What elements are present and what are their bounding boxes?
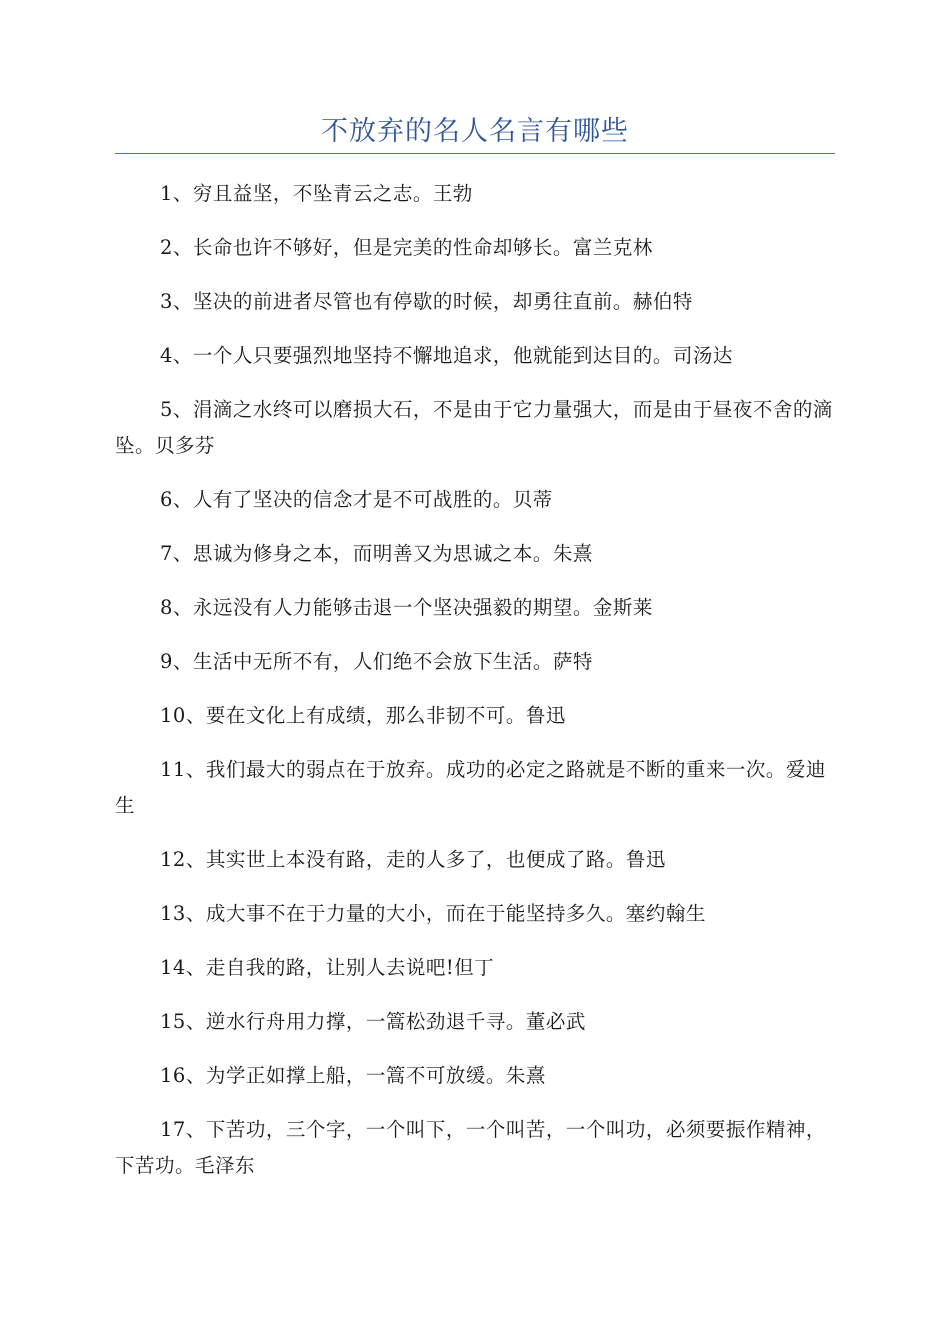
quote-item: 7、思诚为修身之本，而明善又为思诚之本。朱熹 xyxy=(160,542,593,565)
quote-item: 10、要在文化上有成绩，那么非韧不可。鲁迅 xyxy=(160,704,566,727)
quote-item: 8、永远没有人力能够击退一个坚决强毅的期望。金斯莱 xyxy=(160,596,653,619)
page-title: 不放弃的名人名言有哪些 xyxy=(321,116,629,147)
quote-item: 6、人有了坚决的信念才是不可战胜的。贝蒂 xyxy=(160,488,553,511)
quote-item: 5、涓滴之水终可以磨损大石，不是由于它力量强大，而是由于昼夜不舍的滴坠。贝多芬 xyxy=(115,398,833,457)
quote-item: 13、成大事不在于力量的大小，而在于能坚持多久。塞约翰生 xyxy=(160,902,706,925)
quote-item: 11、我们最大的弱点在于放弃。成功的必定之路就是不断的重来一次。爱迪生 xyxy=(115,758,826,817)
quote-item: 2、长命也许不够好，但是完美的性命却够长。富兰克林 xyxy=(160,236,653,259)
quote-item: 15、逆水行舟用力撑，一篙松劲退千寻。董必武 xyxy=(160,1010,586,1033)
quote-item: 16、为学正如撑上船，一篙不可放缓。朱熹 xyxy=(160,1064,546,1087)
quote-item: 14、走自我的路，让别人去说吧!但丁 xyxy=(160,956,495,979)
quote-item: 12、其实世上本没有路，走的人多了，也便成了路。鲁迅 xyxy=(160,848,666,871)
quote-item: 9、生活中无所不有，人们绝不会放下生活。萨特 xyxy=(160,650,593,673)
quote-item: 17、下苦功，三个字，一个叫下，一个叫苦，一个叫功，必须要振作精神，下苦功。毛泽东 xyxy=(115,1118,826,1177)
quote-item: 1、穷且益坚，不坠青云之志。王勃 xyxy=(160,182,473,205)
quote-list xyxy=(115,176,835,1202)
title-underline xyxy=(115,153,835,154)
quote-item: 4、一个人只要强烈地坚持不懈地追求，他就能到达目的。司汤达 xyxy=(160,344,733,367)
quote-item: 3、坚决的前进者尽管也有停歇的时候，却勇往直前。赫伯特 xyxy=(160,290,693,313)
